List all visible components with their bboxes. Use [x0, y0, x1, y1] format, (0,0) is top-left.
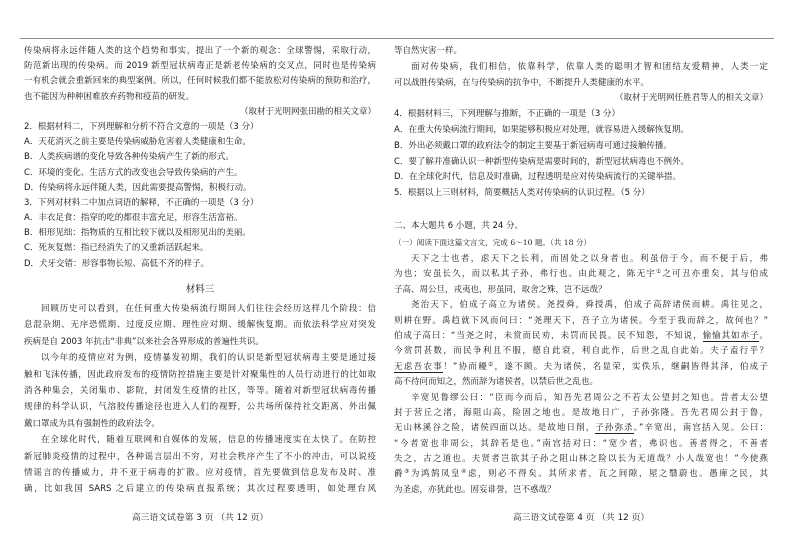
body-line: 一有机会就会重新回来的典型案例。所以，任何时候我们都不能放松对传染病的预防和治疗， [24, 76, 376, 87]
right-column-page-4 [394, 0, 768, 550]
body-line: 面对传染病，我们相信，依靠科学，依靠人类的聪明才智和团结友爱精神，人类一定 [411, 61, 768, 72]
question-2-option-b: B．人类疾病谱的变化导致各种传染病产生了新的形式。 [24, 152, 234, 163]
passage-line: 高不待问而知之，然而辞为诸侯者，以禁后世之乱也。 [394, 377, 599, 388]
passage-line: 天下之士也者，虑天下之长利，而固处之以身者也。利虽倍于今，而不便于后，弗 [411, 254, 768, 264]
body-line: 情谣言的传播威力，并不亚于病毒的扩散。应对疫情，首先要做到信息发布及时、准 [24, 467, 376, 478]
body-line: 确，比如我国 SARS 之后建立的传染病直报系统；其次过程要透明，如处理台风 [24, 484, 376, 495]
passage-line: 失之，古之道也。夫贤者岂欲其子孙之阻山林之险以长为无道哉？小人哉宽也！”今使燕 [394, 454, 768, 465]
material-two-end-and-questions [24, 44, 376, 272]
question-3-option-c: C．死灰复燃：指已经消失了的又重新活跃起来。 [24, 243, 209, 254]
passage-line [394, 267, 768, 282]
passage-line: 封于营丘之渚，海阻山高，险固之地也。是故地日广，子孙弥隆。吾先君周公封于鲁， [394, 407, 768, 418]
passage-text: 伯成子高曰：“当尧之时，未赏而民劝，未罚而民畏。民不知怨，不知说， [394, 330, 703, 341]
footnote-marker: ③ [404, 469, 411, 476]
passage-line: 为圣虑，亦犹此也。固妄诽誉，岂不惑哉？ [394, 484, 556, 495]
body-line: 新冠肺炎疫情的过程中，各种谣言层出不穷，对社会秩序产生了不小的冲击，可以说疫 [24, 451, 376, 462]
passage-line [394, 360, 768, 375]
question-2-option-a: A．天花消灭之前主要是传染病威胁危害着人类健康和生命。 [24, 137, 251, 148]
footnote-marker: ④ [461, 469, 468, 476]
question-4-option-c: C．要了解并准确认识一种新型传染病是需要时间的，新型冠状病毒也不例外。 [394, 156, 689, 167]
passage-text: 爵 [394, 469, 405, 480]
classical-chinese-passage [394, 252, 768, 498]
classical-chinese-instructions: （一）阅读下面这篇文言文，完成 6～10 题。（共 18 分） [394, 238, 592, 247]
passage-line: 今赏罚甚数，而民争利且不服，德自此衰，利自此作，后世之乱自此始。夫子盍行乎？ [394, 346, 768, 357]
material-three-title: 材料三 [185, 284, 215, 295]
body-line: 戴口罩成为具有强制性的政府法令。 [24, 418, 161, 429]
body-line: 传染病将永远伴随人类的这个趋势和事实，提出了一个新的观念：全球警惕，采取行动， [24, 46, 376, 56]
passage-line: 辛宽见鲁缪公曰：“臣而今而后，知吾先君周公之不若太公望封之知也。昔者太公望 [411, 392, 768, 403]
passage-line: “今者宽也非周公，其辞若是也。”南宫括对曰：“宽少者，弗识也。善者得之，不善者 [394, 438, 768, 449]
passage-line [394, 329, 768, 344]
underlined-phrase: 无虑吾农事 [394, 361, 444, 372]
section-two-heading: 二、本大题共 6 小题，共 24 分。 [394, 221, 524, 231]
body-line: 消各种集会，关闭集市、影院，封闭发生疫情的社区，等等。随着对新型冠状病毒传播 [24, 385, 376, 396]
body-line: 疾病是自 2003 年抗击“非典”以来社会各界形成的普遍性共识。 [24, 336, 264, 347]
underlined-phrase: 子孙弥杀 [595, 423, 634, 434]
body-line: 可以战胜传染病，在与传染病的抗争中，不断提升人类健康的水平。 [394, 77, 650, 88]
passage-text: 为鸿鹄凤皇 [410, 469, 462, 480]
question-4-stem: 4．根据材料三，下列理解与推断，不正确的一项是（3 分） [394, 109, 621, 120]
body-line: 息混杂期、无序恐慌期、过度反应期、理性应对期、缓解恢复期。而依法科学应对突发 [24, 320, 376, 331]
passage-text: 之可丑亦重矣，其与伯成 [662, 269, 768, 280]
passage-text: ，遂不顾。夫为诸侯，名显荣，实佚乐，继嗣皆得其泽，伯成子 [494, 361, 768, 372]
question-4-option-b: B．外出必须戴口罩的政府法令的制定主要基于新冠病毒可通过接触传播。 [394, 140, 672, 151]
question-3-option-d: D．犬牙交错：形容事物长短、高低不齐的样子。 [24, 258, 210, 269]
passage-text: 虑，则必不得矣。其所求者，瓦之间隙，屋之翳蔚也。愚庳之民，其 [467, 469, 768, 480]
passage-line: 则耕在野。禹趋就下风而问曰：“尧理天下，吾子立为诸侯。今至于我而辞之，故何也？” [394, 315, 768, 326]
passage-text: 无山林溪谷之险，诸侯四面以达。是故地日削， [394, 423, 596, 434]
passage-text: 。 [759, 330, 768, 341]
question-4-option-a: A．在重大传染病流行期间，如果能够积极应对处理，就容易进入缓解恢复期。 [394, 124, 689, 135]
passage-line [394, 421, 768, 436]
question-3-option-b: B．相形见绌：指物质的互相比较下就以及相形见出的美丽。 [24, 228, 251, 239]
question-3-option-a: A．丰衣足食：指穿的吃的都很丰富充足，形容生活富裕。 [24, 213, 243, 224]
source-citation: （取材于光明网张田勘的相关文章） [239, 106, 376, 117]
footnote-marker: ① [656, 269, 663, 276]
body-line: 等自然灾害一样。 [394, 46, 463, 56]
body-line: 规律的科学认识，气溶胶传播途径也进入人们的视野，公共场所保持社交距离、外出佩 [24, 402, 376, 413]
material-three-end-and-questions [394, 44, 768, 202]
page-footer-left: 高三语文试卷第 3 页 （共 12 页） [131, 513, 269, 523]
body-line: 在全球化时代，随着互联网和自媒体的发展，信息的传播速度实在太快了。在防控 [41, 435, 376, 446]
footnote-marker: ② [488, 361, 495, 368]
body-line: 回顾历史可以看到，在任何重大传染病流行期间人们往往会经历这样几个阶段：信 [41, 304, 376, 314]
passage-line: 子高、周公旦，戎夷也，形虽同，取舍之殊，岂不远哉？ [394, 284, 607, 295]
body-line: 防范新出现的传染病。而 2019 新型冠状病毒正是新老传染病的交叉点，同时也是传染病 [24, 61, 376, 72]
passage-line [394, 467, 768, 482]
question-3-stem: 3．下列对材料二中加点词语的解释，不正确的一项是（3 分） [24, 197, 259, 208]
body-line: 也不能因为种种困难放弃药物和疫苗的研发。 [24, 91, 195, 102]
underlined-phrase: 愉愉其如赤子 [702, 330, 760, 341]
question-2-stem: 2．根据材料二，下列理解和分析不符合文意的一项是（3 分） [24, 121, 259, 132]
passage-text: ！”协而耰 [443, 361, 489, 372]
source-citation: （取材于光明网任胜君等人的相关文章） [614, 93, 768, 104]
body-line: 以今年的疫情应对为例，疫情暴发初期，我们的认识是新型冠状病毒主要是通过接 [41, 353, 376, 364]
passage-line: 尧治天下，伯成子高立为诸侯。尧授舜，舜授禹，伯成子高辞诸侯而耕。禹往见之， [411, 300, 768, 311]
question-5-stem: 5．根据以上三则材料，简要概括人类对传染病的认识过程。（5 分） [394, 188, 650, 199]
passage-text: 为也；安虽长久，而以私其子孙，弗行也。由此观之，陈无宇 [394, 269, 657, 280]
question-2-option-d: D．传染病将永远伴随人类，因此需要提高警惕，积极行动。 [24, 182, 252, 193]
body-line: 触和飞沫传播，因此政府发布的疫情防控措施主要是针对聚集性的人员行动进行的比如取 [24, 369, 376, 380]
question-4-option-d: D．在全球化时代，信息及时准确，过程透明是应对传染病流行的关键举措。 [394, 172, 682, 183]
question-2-option-c: C．环境的变化、生活方式的改变也会导致传染病的产生。 [24, 167, 243, 178]
material-three-text [24, 301, 376, 498]
left-column-page-3 [24, 0, 376, 550]
passage-text: 。”辛宽出，南宫括入见。公曰： [633, 423, 768, 434]
page-footer-right: 高三语文试卷第 4 页 （共 12 页） [512, 513, 650, 523]
